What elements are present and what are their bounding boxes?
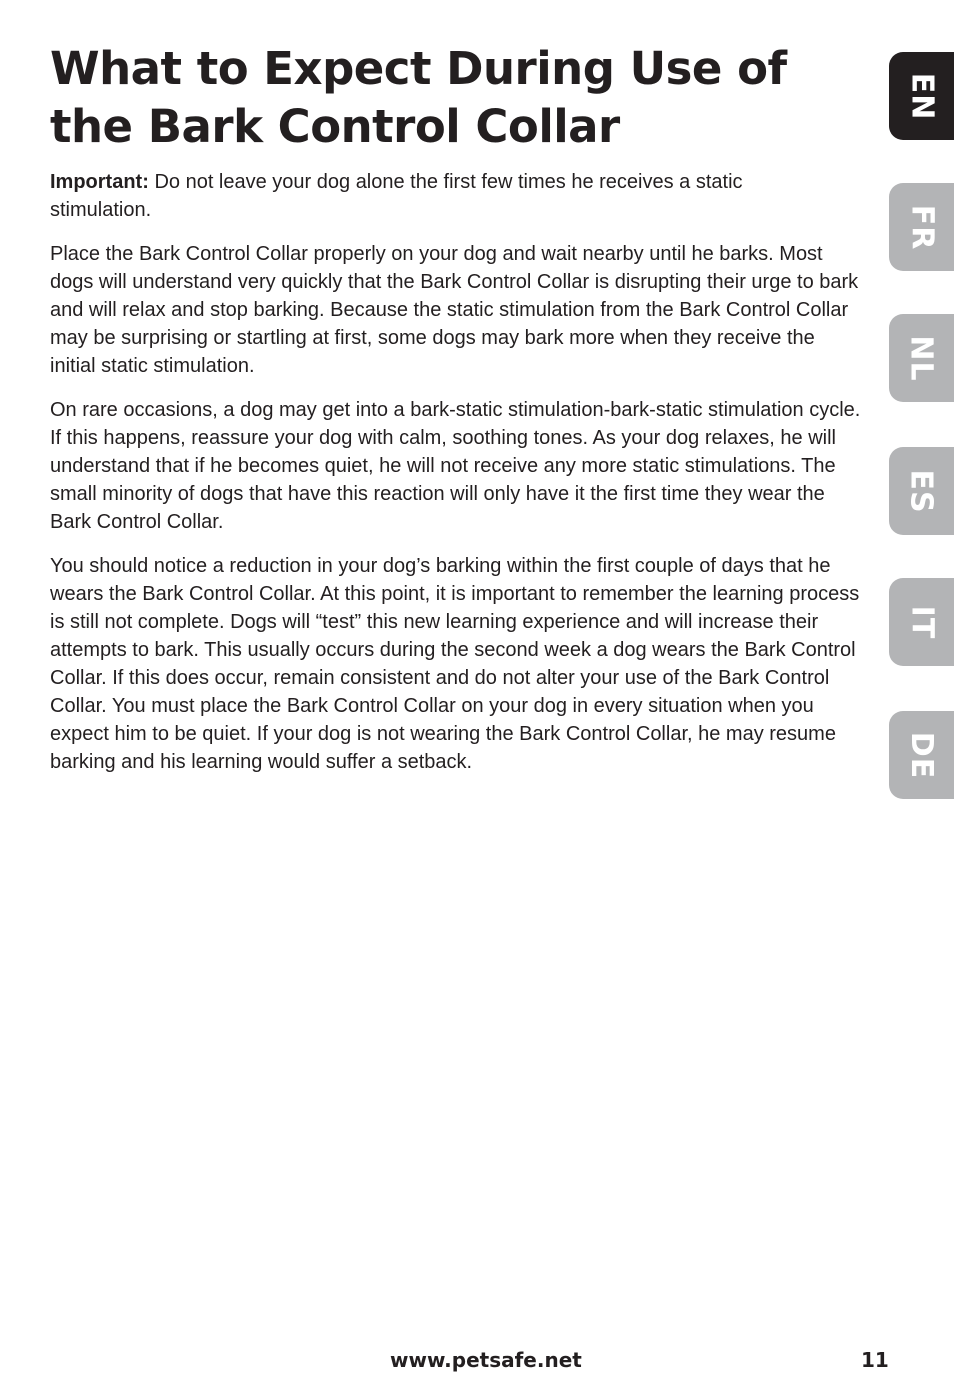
tab-it-label: IT bbox=[903, 605, 939, 639]
tab-en[interactable] bbox=[889, 52, 954, 140]
paragraph-1: Place the Bark Control Collar properly on your dog and wait nearby until he barks. Most dogs will understand very quickly that the Bark Control Collar is disrupting their urge to bark and will relax and stop barking. Because the static stimulation from the Bark Control Collar may be surprising or startling at first, some dogs may bark more when they receive the initial static stimulation. bbox=[50, 243, 859, 377]
paragraph-2: On rare occasions, a dog may get into a bark-static stimulation-bark-static stimulation cycle. If this happens, reassure your dog with calm, soothing tones. As your dog relaxes, he will understand that if he becomes quiet, he will not receive any more static stimulations. The small minority of dogs that have this reaction will only have it the first time they wear the Bark Control Collar. bbox=[50, 399, 861, 533]
tab-es-label: ES bbox=[903, 468, 939, 514]
important-note bbox=[50, 168, 770, 224]
tab-de-label: DE bbox=[904, 731, 939, 779]
page-number: 11 bbox=[861, 1348, 889, 1372]
tab-es[interactable] bbox=[889, 447, 954, 535]
tab-fr[interactable] bbox=[889, 183, 954, 271]
footer-url[interactable]: www.petsafe.net bbox=[390, 1348, 582, 1372]
tab-it[interactable] bbox=[889, 578, 954, 666]
tab-nl-label: NL bbox=[903, 334, 939, 382]
tab-de[interactable] bbox=[889, 711, 954, 799]
important-label: Important: bbox=[50, 171, 149, 193]
paragraph-3: You should notice a reduction in your dog’s barking within the first couple of days that he wears the Bark Control Collar. At this point, it is important to remember the learning process is still not complete. Dogs will “test” this new learning experience and will increase their attempts to bark. This usually occurs during the second week a dog wears the Bark Control Collar. If this does occur, remain consistent and do not alter your use of the Bark Control Collar. You must place the Bark Control Collar on your dog in every situation when you expect him to be quiet. If your dog is not wearing the Bark Control Collar, he may resume barking and his learning would suffer a setback. bbox=[50, 555, 860, 773]
page-title: What to Expect During Use of the Bark Control Collar bbox=[50, 42, 787, 153]
language-tabs bbox=[889, 0, 954, 820]
tab-nl[interactable] bbox=[889, 314, 954, 402]
tab-fr-label: FR bbox=[904, 204, 939, 250]
tab-en-label: EN bbox=[903, 72, 939, 120]
important-text: Do not leave your dog alone the first few times he receives a static stimulation. bbox=[50, 171, 743, 221]
body-text bbox=[50, 168, 862, 792]
